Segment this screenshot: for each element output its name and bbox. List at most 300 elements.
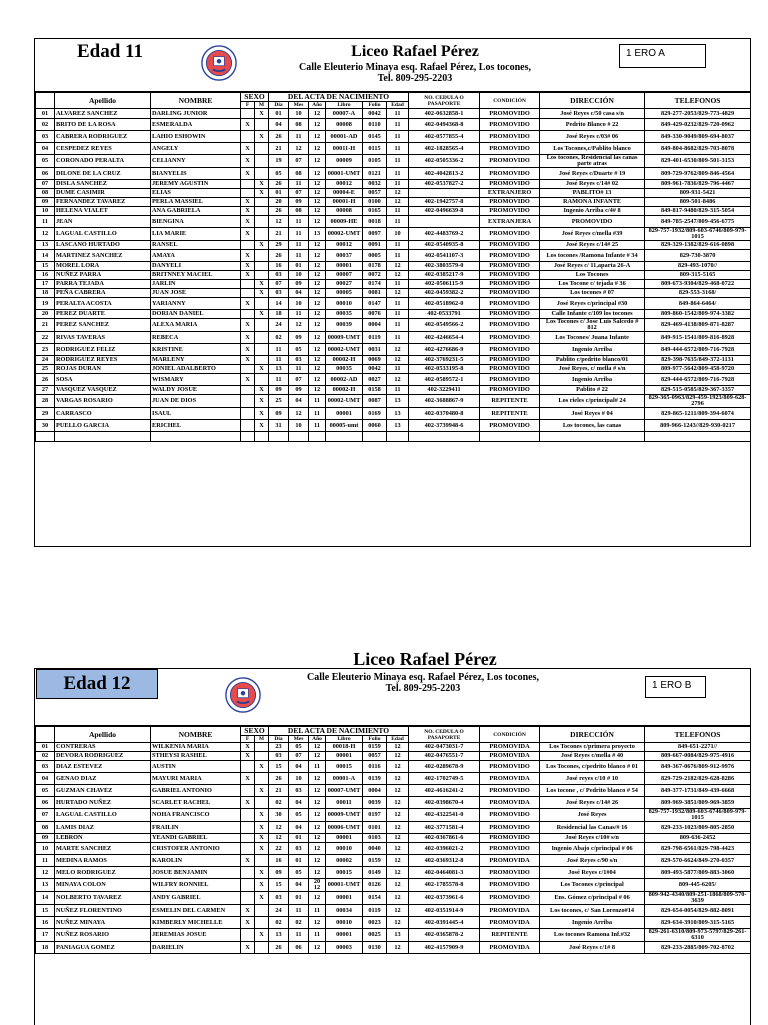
cell-sexo-f (241, 892, 255, 905)
table-row (36, 879, 751, 892)
cell-libro: 00001 (326, 262, 363, 271)
cell-libro: 00011 (326, 797, 363, 809)
table-row (36, 180, 751, 189)
address-line: Calle Eleuterio Minaya esq. Rafael Pérez, Los tocones, (299, 62, 531, 73)
cell-cedula: 402-0505336-2 (409, 155, 480, 168)
cell-mes: 04 (289, 761, 309, 773)
cell-libro: 00002-UMT (326, 344, 363, 356)
cell-direccion: Los tocones, las canas (540, 420, 645, 432)
cell-mes: 08 (289, 168, 309, 180)
cell-cedula: 402-0464081-3 (409, 867, 480, 879)
cell-condicion: PROMOVIDO (480, 761, 540, 773)
cell-sexo-f (241, 365, 255, 374)
cell-dia: 12 (269, 834, 289, 843)
col-apellido: Apellido (55, 727, 151, 743)
cell-direccion: Ens. Gómez c/principal # 06 (540, 892, 645, 905)
cell-mes: 10 (289, 420, 309, 432)
table-row (36, 109, 751, 119)
row-number: 06 (36, 797, 55, 809)
cell-libro: 00007 (326, 271, 363, 280)
cell-ano: 12 (309, 168, 326, 180)
cell-nombre: KAROLIN (151, 855, 241, 867)
cell-mes: 05 (289, 344, 309, 356)
col-number (36, 93, 55, 109)
cell-apellido: MELO RODRIGUEZ (55, 867, 151, 879)
row-number: 04 (36, 773, 55, 785)
cell-mes: 11 (289, 131, 309, 143)
cell-edad: 12 (387, 855, 409, 867)
cell-telefonos: 809-961-7836/829-796-4467 (645, 180, 751, 189)
table-row (36, 752, 751, 761)
cell-telefonos: 809-636-2452 (645, 834, 751, 843)
cell-cedula: 402-3803579-0 (409, 262, 480, 271)
cell-apellido: LAMIS DIAZ (55, 822, 151, 834)
cell-folio: 0091 (363, 241, 387, 250)
cell-sexo-f (241, 289, 255, 298)
cell-cedula: 402-4616241-2 (409, 785, 480, 797)
table-row (36, 207, 751, 216)
cell-ano: 12 (309, 785, 326, 797)
cell-sexo-m (255, 155, 269, 168)
cell-libro: 00018-H (326, 743, 363, 752)
cell-direccion: José Reyes c/Duarte # 19 (540, 168, 645, 180)
cell-mes: 03 (289, 356, 309, 365)
cell-edad: 11 (387, 332, 409, 344)
cell-apellido: DEVORA RODRIGUEZ (55, 752, 151, 761)
class-list-edad-11 (34, 38, 751, 547)
cell-cedula: 402-0577855-4 (409, 131, 480, 143)
cell-ano: 11 (309, 420, 326, 432)
cell-sexo-f: X (241, 917, 255, 929)
cell-folio: 0147 (363, 298, 387, 310)
cell-telefonos: 849-785-2547/809-456-6775 (645, 216, 751, 228)
cell-dia: 24 (269, 905, 289, 917)
cell-condicion: PROMOVIDA (480, 917, 540, 929)
cell-sexo-f (241, 310, 255, 319)
cell-nombre: KRISTINE (151, 344, 241, 356)
cell-folio: 0018 (363, 216, 387, 228)
row-number: 21 (36, 319, 55, 332)
table-row (36, 797, 751, 809)
grade-box: 1 ERO B (645, 676, 706, 698)
row-number: 02 (36, 752, 55, 761)
cell-folio: 0032 (363, 180, 387, 189)
cell-sexo-f (241, 843, 255, 855)
cell-edad: 12 (387, 356, 409, 365)
cell-direccion: Los Tocones c/primera proyecto (540, 743, 645, 752)
cell-edad: 12 (387, 271, 409, 280)
cell-telefonos: 829-729-2182/829-628-8286 (645, 773, 751, 785)
cell-apellido: MINAYA COLON (55, 879, 151, 892)
table-row (36, 867, 751, 879)
school-address (273, 672, 573, 694)
cell-dia: 26 (269, 131, 289, 143)
cell-folio: 0169 (363, 408, 387, 420)
cell-direccion: Residencial las Canas/# 16 (540, 822, 645, 834)
cell-condicion: PROMOVIDO (480, 892, 540, 905)
cell-dia: 14 (269, 298, 289, 310)
cell-telefonos: 849-330-9049/809-694-8037 (645, 131, 751, 143)
cell-sexo-f (241, 280, 255, 289)
cell-direccion: José Reyes c/principal #30 (540, 298, 645, 310)
row-number: 18 (36, 289, 55, 298)
cell-sexo-m (255, 143, 269, 155)
col-nombre: NOMBRE (151, 93, 241, 109)
cell-apellido: PANIAGUA GOMEZ (55, 942, 151, 954)
cell-mes: 04 (289, 879, 309, 892)
cell-cedula: 402-3771581-4 (409, 822, 480, 834)
empty-cell (151, 432, 241, 442)
cell-sexo-m: X (255, 241, 269, 250)
cell-cedula: 402-0632858-1 (409, 109, 480, 119)
cell-folio: 0060 (363, 420, 387, 432)
cell-apellido: MARTINEZ SANCHEZ (55, 250, 151, 262)
cell-cedula: 402-0391445-4 (409, 917, 480, 929)
cell-cedula: 402-4276686-9 (409, 344, 480, 356)
cell-cedula: 402-0589572-1 (409, 374, 480, 386)
cell-dia: 22 (269, 843, 289, 855)
cell-libro: 00002-UMT (326, 228, 363, 241)
cell-ano: 12 (309, 809, 326, 822)
cell-ano: 20 12 (309, 879, 326, 892)
cell-dia: 13 (269, 929, 289, 942)
cell-telefonos: 809-729-9762/809-846-4564 (645, 168, 751, 180)
cell-nombre: JEREMY AGUSTIN (151, 180, 241, 189)
cell-apellido: LAGUAL CASTILLO (55, 228, 151, 241)
cell-nombre: DARLING JUNIOR (151, 109, 241, 119)
cell-direccion: José Reyes c/90 s/n (540, 855, 645, 867)
cell-edad: 11 (387, 280, 409, 289)
cell-telefonos: 829-444-6572/809-716-7928 (645, 374, 751, 386)
row-number: 29 (36, 408, 55, 420)
cell-sexo-m (255, 168, 269, 180)
cell-direccion: Los tocones /Ramona Infante # 34 (540, 250, 645, 262)
cell-cedula: 402-3229411 (409, 386, 480, 395)
cell-direccion: Los rieles c/principal# 24 (540, 395, 645, 408)
table-row (36, 198, 751, 207)
table-row (36, 216, 751, 228)
cell-nombre: ANA GABRIELA (151, 207, 241, 216)
cell-apellido: RIVAS TAVERAS (55, 332, 151, 344)
cell-mes: 01 (289, 892, 309, 905)
col-acta: DEL ACTA DE NACIMIENTO (269, 93, 409, 102)
empty-cell (289, 432, 309, 442)
cell-ano: 12 (309, 386, 326, 395)
cell-apellido: LEBRON (55, 834, 151, 843)
cell-telefonos: 809-977-5642/809-458-9720 (645, 365, 751, 374)
cell-direccion: José Reyes c/1#04 (540, 867, 645, 879)
table-row (36, 319, 751, 332)
cell-telefonos: 829-277-2053/829-773-4829 (645, 109, 751, 119)
cell-mes: 11 (289, 228, 309, 241)
cell-mes: 09 (289, 198, 309, 207)
cell-condicion: PROMOVIDO (480, 271, 540, 280)
cell-dia: 30 (269, 809, 289, 822)
cell-condicion: PROMOVIDO (480, 822, 540, 834)
cell-folio: 0197 (363, 809, 387, 822)
cell-mes: 01 (289, 834, 309, 843)
cell-dia: 11 (269, 344, 289, 356)
cell-mes: 09 (289, 280, 309, 289)
cell-nombre: NOHA FRANCISCO (151, 809, 241, 822)
cell-cedula: 402-0365878-2 (409, 929, 480, 942)
cell-dia: 07 (269, 280, 289, 289)
cell-telefonos: 849-804-8682/829-703-8078 (645, 143, 751, 155)
class-list-edad-12 (34, 649, 751, 1025)
cell-cedula: 402-0540935-8 (409, 241, 480, 250)
cell-libro: 00012 (326, 180, 363, 189)
cell-direccion: Los Tocones,c/Pablito blanco (540, 143, 645, 155)
cell-dia: 24 (269, 319, 289, 332)
cell-nombre: LIA MARIE (151, 228, 241, 241)
cell-telefonos: 849-429-0232/829-720-0962 (645, 119, 751, 131)
cell-sexo-f: X (241, 319, 255, 332)
col-ano: Año (309, 102, 326, 109)
cell-mes: 04 (289, 289, 309, 298)
cell-mes: 02 (289, 917, 309, 929)
cell-condicion: PROMOVIDO (480, 374, 540, 386)
cell-condicion: PROMOVIDO (480, 180, 540, 189)
row-number: 03 (36, 761, 55, 773)
cell-mes: 03 (289, 785, 309, 797)
list-header (35, 39, 750, 92)
cell-ano: 12 (309, 119, 326, 131)
cell-mes: 04 (289, 822, 309, 834)
col-nombre: NOMBRE (151, 727, 241, 743)
cell-sexo-m (255, 356, 269, 365)
cell-folio: 0116 (363, 761, 387, 773)
cell-dia: 02 (269, 917, 289, 929)
cell-apellido: GENAO DIAZ (55, 773, 151, 785)
cell-condicion: PROMOVIDO (480, 332, 540, 344)
cell-nombre: MARLENY (151, 356, 241, 365)
cell-condicion: PROMOVIDO (480, 809, 540, 822)
cell-telefonos: 829-233-2885/809-702-8702 (645, 942, 751, 954)
row-number: 06 (36, 168, 55, 180)
header-row (36, 93, 751, 102)
cell-folio: 0165 (363, 207, 387, 216)
cell-direccion: Los tocones # 07 (540, 289, 645, 298)
cell-ano: 12 (309, 155, 326, 168)
students-table (35, 726, 751, 954)
cell-dia: 18 (269, 310, 289, 319)
cell-folio: 0174 (363, 280, 387, 289)
cell-direccion: José Reyes c/50 casa s/n (540, 109, 645, 119)
cell-ano: 12 (309, 298, 326, 310)
cell-sexo-m (255, 752, 269, 761)
cell-condicion: PROMOVIDO (480, 241, 540, 250)
empty-cell (363, 432, 387, 442)
cell-nombre: JONIEL ADALBERTO (151, 365, 241, 374)
cell-folio: 0159 (363, 855, 387, 867)
cell-dia: 13 (269, 365, 289, 374)
cell-apellido: PEREZ DUARTE (55, 310, 151, 319)
col-edad: Edad (387, 102, 409, 109)
cell-apellido: DILONE DE LA CRUZ (55, 168, 151, 180)
cell-libro: 00027 (326, 280, 363, 289)
cell-cedula: 402-4042813-2 (409, 168, 480, 180)
table-row (36, 929, 751, 942)
cell-ano: 12 (309, 280, 326, 289)
cell-folio: 0057 (363, 752, 387, 761)
cell-dia: 21 (269, 143, 289, 155)
cell-edad: 12 (387, 942, 409, 954)
cell-condicion: PROMOVIDO (480, 168, 540, 180)
cell-folio: 0119 (363, 905, 387, 917)
cell-dia: 03 (269, 752, 289, 761)
cell-ano: 12 (309, 189, 326, 198)
cell-condicion: EXTRANJERO (480, 189, 540, 198)
cell-nombre: ANDY GABRIEL (151, 892, 241, 905)
cell-ano: 12 (309, 356, 326, 365)
cell-mes: 11 (289, 216, 309, 228)
cell-mes: 08 (289, 119, 309, 131)
cell-sexo-f: X (241, 119, 255, 131)
cell-mes: 01 (289, 855, 309, 867)
cell-sexo-f: X (241, 344, 255, 356)
cell-sexo-m: X (255, 867, 269, 879)
cell-nombre: WILFRY RONNIEL (151, 879, 241, 892)
cell-direccion: RAMONA INFANTE (540, 198, 645, 207)
table-row (36, 743, 751, 752)
cell-sexo-f (241, 761, 255, 773)
cell-dia: 09 (269, 408, 289, 420)
cell-sexo-f (241, 867, 255, 879)
cell-libro: 00004-E (326, 189, 363, 198)
cell-apellido: PARRA TEJADA (55, 280, 151, 289)
cell-telefonos: 809-673-9304/829-468-0722 (645, 280, 751, 289)
cell-direccion: José Reyes (540, 809, 645, 822)
age-title: Edad 11 (77, 41, 144, 62)
cell-apellido: MARTE SANCHEZ (55, 843, 151, 855)
cell-cedula: 402-0541107-3 (409, 250, 480, 262)
cell-sexo-f (241, 785, 255, 797)
table-row (36, 785, 751, 797)
cell-edad: 13 (387, 395, 409, 408)
cell-apellido: LASCANO HURTADO (55, 241, 151, 250)
cell-sexo-f: X (241, 198, 255, 207)
cell-nombre: JUAN JOSE (151, 289, 241, 298)
row-number: 15 (36, 262, 55, 271)
cell-telefonos: 809-931-5421 (645, 189, 751, 198)
cell-ano: 12 (309, 797, 326, 809)
cell-direccion: José Reyes c/ 11,aparta 26-A (540, 262, 645, 271)
col-condicion: CONDICIÓN (480, 727, 540, 743)
col-f: F (241, 102, 255, 109)
cell-folio: 0119 (363, 332, 387, 344)
cell-cedula: 402-0549566-2 (409, 319, 480, 332)
col-folio: Folio (363, 736, 387, 743)
row-number: 11 (36, 855, 55, 867)
table-row (36, 365, 751, 374)
school-seal-icon (225, 677, 261, 713)
cell-nombre: CELIANNY (151, 155, 241, 168)
cell-condicion: PROMOVIDO (480, 109, 540, 119)
table-row (36, 119, 751, 131)
row-number: 08 (36, 189, 55, 198)
row-number: 28 (36, 395, 55, 408)
cell-nombre: DARIELIN (151, 942, 241, 954)
cell-cedula: 402-4483769-2 (409, 228, 480, 241)
cell-ano: 11 (309, 395, 326, 408)
cell-telefonos: 809-315-5165 (645, 271, 751, 280)
cell-mes: 03 (289, 843, 309, 855)
cell-ano: 12 (309, 250, 326, 262)
row-number: 02 (36, 119, 55, 131)
cell-sexo-f (241, 408, 255, 420)
cell-folio: 0101 (363, 822, 387, 834)
cell-nombre: PERLA MASSIEL (151, 198, 241, 207)
table-row (36, 834, 751, 843)
empty-cell (55, 432, 151, 442)
cell-edad: 12 (387, 867, 409, 879)
cell-cedula: 402-0494368-8 (409, 119, 480, 131)
cell-sexo-f: X (241, 752, 255, 761)
col-apellido: Apellido (55, 93, 151, 109)
cell-libro: 00002 (326, 855, 363, 867)
cell-telefonos: 829-233-1023/809-805-2850 (645, 822, 751, 834)
table-row (36, 917, 751, 929)
cell-dia: 03 (269, 289, 289, 298)
cell-nombre: RANSEL (151, 241, 241, 250)
row-number: 30 (36, 420, 55, 432)
cell-dia: 26 (269, 207, 289, 216)
row-number: 10 (36, 843, 55, 855)
cell-edad: 12 (387, 797, 409, 809)
cell-condicion: PROMOVIDO (480, 879, 540, 892)
cell-apellido: HURTADO NUÑEZ (55, 797, 151, 809)
cell-direccion: Ingenio Arriba (540, 374, 645, 386)
cell-telefonos: 829-570-6624/849-270-0357 (645, 855, 751, 867)
cell-libro: 00035 (326, 310, 363, 319)
table-header (36, 93, 751, 109)
cell-folio: 0178 (363, 262, 387, 271)
cell-mes: 06 (289, 942, 309, 954)
cell-condicion: PROMOVIDA (480, 905, 540, 917)
cell-telefonos: 829-654-0054/829-882-8091 (645, 905, 751, 917)
cell-nombre: DORIAN DANIEL (151, 310, 241, 319)
cell-condicion: PROMOVIDO (480, 356, 540, 365)
cell-nombre: REBECA (151, 332, 241, 344)
table-row (36, 332, 751, 344)
cell-cedula: 402-0473031-7 (409, 743, 480, 752)
cell-nombre: BRITNNEY MACIEL (151, 271, 241, 280)
cell-condicion: PROMOVIDO (480, 207, 540, 216)
cell-edad: 12 (387, 289, 409, 298)
cell-edad: 13 (387, 408, 409, 420)
table-row (36, 942, 751, 954)
cell-nombre: ESMERALDA (151, 119, 241, 131)
cell-condicion: PROMOVIDO (480, 843, 540, 855)
cell-telefonos: 829-329-1382/829-616-0898 (645, 241, 751, 250)
table-row (36, 809, 751, 822)
cell-nombre: JARLIN (151, 280, 241, 289)
cell-telefonos: 809-942-4340/809-251-1868/809-570-3639 (645, 892, 751, 905)
row-number: 01 (36, 743, 55, 752)
cell-apellido: JEAN (55, 216, 151, 228)
cell-edad: 12 (387, 905, 409, 917)
cell-telefonos: 829-261-6310/809-973-5797/829-261-6310 (645, 929, 751, 942)
cell-folio: 0110 (363, 119, 387, 131)
cell-apellido: MEDINA RAMOS (55, 855, 151, 867)
col-direccion: DIRECCIÓN (540, 727, 645, 743)
cell-folio: 0158 (363, 386, 387, 395)
cell-ano: 12 (309, 942, 326, 954)
cell-nombre: FRAILIN (151, 822, 241, 834)
cell-telefonos: 829-798-6561/829-798-4423 (645, 843, 751, 855)
cell-edad: 12 (387, 879, 409, 892)
cell-libro: 00039 (326, 319, 363, 332)
